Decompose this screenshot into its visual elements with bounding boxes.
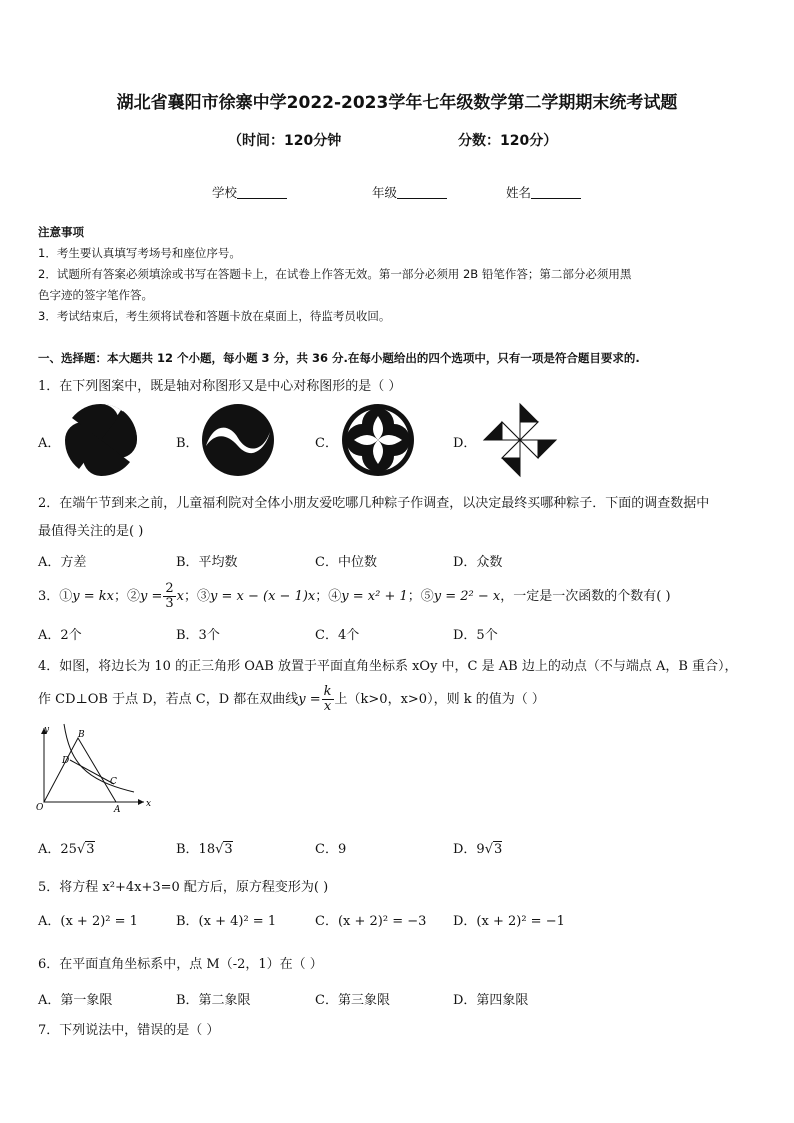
section-heading: 一、选择题：本大题共 12 个小题，每小题 3 分，共 36 分.在每小题给出的四个选项中，只有一项是符合题目要求的. [38, 351, 640, 365]
note-item: 3．考试结束后，考生须将试卷和答题卡放在桌面上，待监考员收回。 [38, 309, 391, 323]
q4-option-a-text: A．25 [38, 842, 77, 857]
q5-option-d[interactable]: D．(x + 2)² = −1 [453, 914, 565, 929]
fig-label-c: C [110, 777, 117, 787]
sqrt-symbol-icon: √ [215, 842, 224, 857]
q4-option-b[interactable] [176, 838, 233, 857]
q3-option-a[interactable]: A．2个 [38, 628, 82, 643]
q4-option-b-text: B．18 [176, 842, 216, 857]
grade-blank[interactable] [397, 186, 447, 199]
q2-option-c[interactable]: C．中位数 [315, 555, 377, 570]
q4-option-d[interactable] [453, 838, 502, 857]
fig-label-b: B [78, 730, 85, 740]
q2-option-b[interactable]: B．平均数 [176, 555, 238, 570]
school-field [212, 183, 287, 201]
note-item: 2．试题所有答案必须填涂或书写在答题卡上，在试卷上作答无效。第一部分必须用 2B 铅笔作答；第二部分必须用黑 [38, 267, 632, 281]
q4-frac-den: x [323, 699, 332, 714]
q3-text-3: ；③ [184, 589, 211, 604]
q4-text-b: 上（k>0，x>0），则 k 的值为（ ） [334, 692, 545, 707]
grade-label: 年级 [372, 185, 398, 200]
q6-option-d[interactable]: D．第四象限 [453, 993, 529, 1008]
hyperbola-triangle-figure [34, 722, 154, 814]
pinwheel-figure [63, 402, 139, 478]
q3-text-2: ；② [114, 589, 141, 604]
note-item: 1．考生要认真填写考场号和座位序号。 [38, 246, 241, 260]
q3-eq-2-right: x [176, 589, 185, 604]
q1-option-c-label[interactable]: C． [315, 436, 338, 451]
q3-eq-1: y = kx [72, 589, 114, 604]
q4-option-a-root: 3 [86, 842, 95, 857]
q4-fraction [322, 685, 334, 714]
question-6-stem: 6．在平面直角坐标系中，点 M（-2，1）在（ ） [38, 957, 323, 972]
q4-text-a: 作 CD⊥OB 于点 D，若点 C，D 都在双曲线 [38, 692, 299, 707]
name-blank[interactable] [531, 186, 581, 199]
q4-option-a[interactable] [38, 838, 95, 857]
question-3-stem [38, 580, 671, 614]
q3-text-1: 3．① [38, 589, 73, 604]
question-5-stem: 5．将方程 x²+4x+3=0 配方后，原方程变形为( ) [38, 880, 329, 895]
page-title: 湖北省襄阳市徐寨中学2022-2023学年七年级数学第二学期期末统考试题 [116, 93, 678, 113]
q3-text-4: ；④ [315, 589, 342, 604]
q4-option-b-root: 3 [224, 842, 233, 857]
q3-text-6: ，一定是一次函数的个数有( ) [500, 589, 671, 604]
q3-option-c[interactable]: C．4个 [315, 628, 360, 643]
q6-option-a[interactable]: A．第一象限 [38, 993, 113, 1008]
q2-option-a[interactable]: A．方差 [38, 555, 87, 570]
q1-option-a-label[interactable]: A． [38, 436, 61, 451]
name-field [506, 183, 581, 201]
question-7-stem: 7．下列说法中，错误的是（ ） [38, 1023, 220, 1038]
q3-frac-den: 3 [165, 596, 174, 611]
fig-label-o: O [36, 803, 44, 813]
grade-field [372, 183, 447, 201]
q3-fraction [163, 582, 175, 611]
fig-label-y: y [44, 725, 50, 735]
question-2-line1: 2．在端午节到来之前，儿童福利院对全体小朋友爱吃哪几种粽子作调查，以决定最终买哪种粽子．下面的调查数据中 [38, 496, 710, 511]
q4-option-d-text: D．9 [453, 842, 485, 857]
q1-option-b-label[interactable]: B． [176, 436, 199, 451]
sqrt-symbol-icon: √ [76, 842, 86, 857]
triangle-pinwheel-figure [480, 400, 560, 480]
exam-score: 分数：120分） [458, 133, 558, 149]
question-2-line2: 最值得关注的是( ) [38, 524, 144, 539]
q3-text-5: ；⑤ [407, 589, 434, 604]
q5-option-a[interactable]: A．(x + 2)² = 1 [38, 914, 138, 929]
notes-heading: 注意事项 [38, 225, 84, 239]
q4-option-c[interactable] [315, 838, 346, 857]
q3-eq-3: y = x − (x − 1)x [210, 589, 316, 604]
q5-option-c[interactable]: C．(x + 2)² = −3 [315, 914, 427, 929]
note-item: 色字迹的签字笔作答。 [38, 288, 153, 302]
q4-eq-left: y = [298, 692, 321, 707]
exam-time: （时间：120分钟 [228, 133, 342, 149]
name-label: 姓名 [506, 185, 532, 200]
q3-option-b[interactable]: B．3个 [176, 628, 220, 643]
q4-frac-num: k [323, 684, 332, 699]
q3-eq-5: y = 2² − x [433, 589, 501, 604]
fig-label-x: x [146, 799, 152, 809]
question-4-line2 [38, 683, 545, 717]
q4-option-c-text: C．9 [315, 842, 347, 857]
question-4-line1: 4．如图，将边长为 10 的正三角形 OAB 放置于平面直角坐标系 xOy 中，C 是 AB 边上的动点（不与端点 A，B 重合）， [38, 659, 738, 674]
fig-label-d: D [62, 756, 70, 766]
q3-frac-num: 2 [165, 581, 174, 596]
question-1-stem: 1．在下列图案中，既是轴对称图形又是中心对称图形的是（ ） [38, 379, 402, 394]
q4-option-d-root: 3 [494, 842, 503, 857]
petal-circle-figure [340, 402, 416, 478]
q3-eq-4: y = x² + 1 [341, 589, 408, 604]
school-label: 学校 [212, 185, 238, 200]
q3-option-d[interactable]: D．5个 [453, 628, 498, 643]
wave-circle-figure [200, 402, 276, 478]
q2-option-d[interactable]: D．众数 [453, 555, 503, 570]
q6-option-c[interactable]: C．第三象限 [315, 993, 390, 1008]
school-blank[interactable] [237, 186, 287, 199]
q3-eq-2-left: y = [140, 589, 163, 604]
fig-label-a: A [114, 805, 121, 814]
sqrt-symbol-icon: √ [484, 842, 493, 857]
q1-option-d-label[interactable]: D． [453, 436, 477, 451]
q5-option-b[interactable]: B．(x + 4)² = 1 [176, 914, 277, 929]
q6-option-b[interactable]: B．第二象限 [176, 993, 251, 1008]
